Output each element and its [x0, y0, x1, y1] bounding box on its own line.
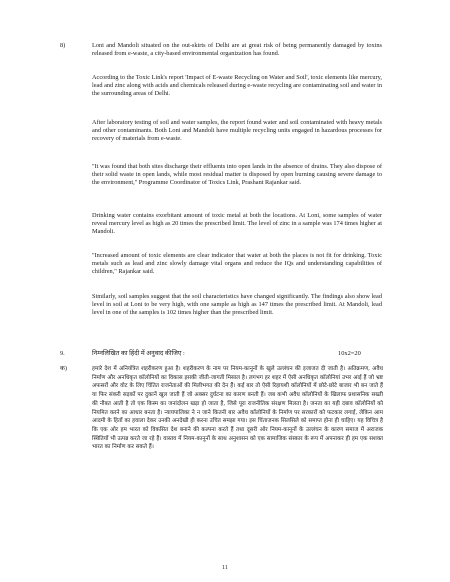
question-8-number: 8)	[60, 42, 66, 49]
page-number: 11	[222, 565, 228, 571]
q8-paragraph-4: "It was found that both sites discharge their effluents into open lands in the absence of drains. They also dispose of their solid waste in open lands, while most residual matter is disposed by open burning causing severe damage to the environment," Programme Coordinator of Toxics Link, Prashant Rajankar said.	[92, 163, 382, 187]
hindi-passage: हमारे देश में अनियंत्रित शहरीकरण हुआ है। शहरीकरण के नाम पर नियम-कानूनों के खुले उल्लंघन की इजाजत दी जाती है। अतिक्रमण, अवैध निर्माण और अनधिकृत कॉलोनियों का विकास इसकी जीती-जागती मिसाल है। लगभग हर शहर में ऐसी अनधिकृत कॉलोनियां उभर आई हैं जो भ्रष्ट अफसरों और वोट के लिए चिंतित राजनेताओं की मिलीभगत की देन हैं। कई बार तो ऐसी रिहायशी कॉलोनियों में छोटे-छोटे बाजार भी बन जाते हैं या फिर संकरी सड़कों पर दुकानें खुल जाती हैं जो अक्सर दुर्घटना का कारण बनती हैं। जब कभी अवैध कॉलोनियों के खिलाफ प्रशासनिक सख्ती की नौबत आती है तो एक किस्म का जनांदोलन खड़ा हो जाता है, जिसे पूरा राजनीतिक संरक्षण मिलता है। जनता का यही दबाव कॉलोनियों को नियमित करने का आधार बनता है। न्यायपालिका ने न जाने कितनी बार अवैध कॉलोनियों के निर्माण पर सरकारों को फटकार लगाई, लेकिन आम आदमी के हितों का हवाला देकर उनकी अनदेखी ही करना उचित समझा गया। इस चिंताजनक सिलसिले को समाप्त होना ही चाहिए। यह विचित्र है कि एक ओर हम भारत को विकसित देश बनाने की कल्पना करते हैं तथा दूसरी ओर नियम-कानूनों के उल्लंघन के कारण समाज में अराजक स्थितियों भी उत्पन्न करते जा रहे हैं। वास्तव में नियम-कानूनों के साथ अनुशासन को एक सामाजिक संस्कार के रूप में अपनाकर ही हम एक सशक्त भारत का निर्माण कर सकते हैं।	[92, 366, 383, 451]
q8-paragraph-2: According to the Toxic Link's report 'Impact of E-waste Recycling on Water and Soil', toxic elements like mercury, lead and zinc along with acids and chemicals released during e-waste recycling are contaminating soil and water in the surrounding areas of Delhi.	[92, 74, 382, 98]
question-9-marks: 10x2=20	[338, 350, 361, 357]
q8-paragraph-6: "Increased amount of toxic elements are clear indicator that water at both the places is not fit for drinking. Toxic metals such as lead and zinc slowly damage vital organs and reduce the IQs and understanding capabilities of children," Rajankar said.	[92, 252, 382, 276]
question-9-number: 9.	[60, 350, 65, 357]
part-a-label: क)	[60, 365, 67, 372]
q8-paragraph-3: After laboratory testing of soil and water samples, the report found water and soil contaminated with heavy metals and other contaminants. Both Loni and Mandoli have multiple recycling units engaged in hazardous processes for recovery of materials from e-waste.	[92, 119, 382, 143]
q8-paragraph-7: Similarly, soil samples suggest that the soil characteristics have changed significantly. The findings also show lead level in soil at Loni to be very high, with one sample as high as 147 times the prescribed limit. At Mandoli, lead level in one of the samples is 102 times higher than the prescribed limit.	[92, 293, 382, 317]
q8-paragraph-1: Loni and Mandoli situated on the out-skirts of Delhi are at great risk of being permanently damaged by toxins released from e-waste, a city-based environmental organization has found.	[92, 42, 382, 58]
question-9-title: निम्नलिखित का हिंदी में अनुवाद कीजिए :	[92, 350, 185, 357]
q8-paragraph-5: Drinking water contains exorbitant amount of toxic metal at both the locations. At Loni, some samples of water reveal mercury level as high as 20 times the prescribed limit. The level of zinc in a sample was 174 times higher at Mandoli.	[92, 212, 382, 236]
